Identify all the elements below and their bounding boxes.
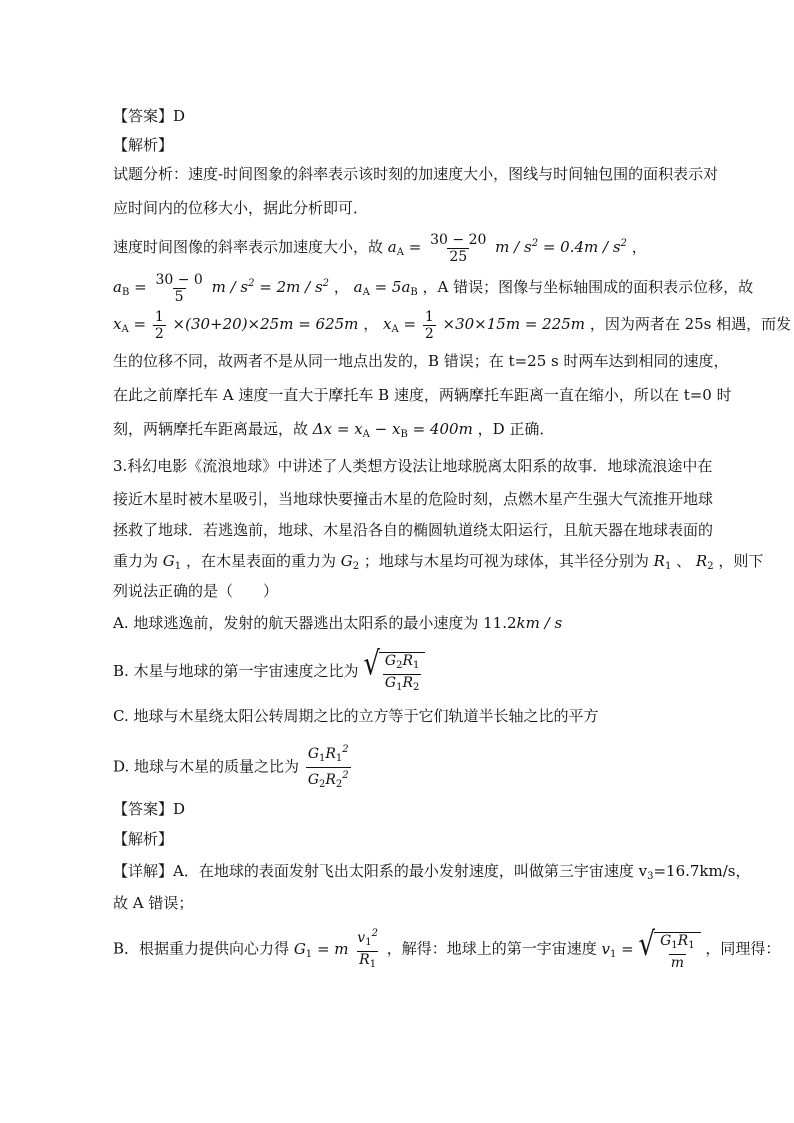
detail-line [113,926,780,977]
math-expression: ×30×15m = 225m [442,315,586,333]
option-a [113,612,562,634]
text-run: =16.7km/s， [653,862,751,880]
text-run: ， [631,238,647,256]
question-stem-line: 3.科幻电影《流浪地球》中讲述了人类想方设法让地球脱离太阳系的故事．地球流浪途中在 [113,457,713,475]
analysis-text-line: 在此之前摩托车 A 速度一直大于摩托车 B 速度，两辆摩托车距离一直在缩小，所以在 t=0 时 [113,386,732,404]
fraction: $\frac{v_1^2}{R_1}$ [355,926,380,973]
question-stem-line [113,550,763,578]
formula-line [113,226,647,271]
text-run: ，因为两者在 25s 相遇，而发 [589,315,792,333]
math-expression: $v_1$ = [601,939,634,960]
text-run: 重力为 [113,552,159,570]
fraction: $\frac{G_1R_1}{m}$ [660,933,695,971]
math-expression: ×(30+20)×25m = 625m [172,315,359,333]
square-root: √ $\frac{G_2R_1}{G_1R_2}$ [363,648,425,696]
fraction-denominator: 2 [424,325,434,342]
text-run: ，A 错误；图像与坐标轴围成的面积表示位移，故 [422,278,754,296]
math-var: $R_2$ [695,552,714,572]
fraction-denominator: 2 [154,325,164,342]
analysis-text-line: 应时间内的位移大小，据此分析即可． [113,199,369,217]
formula-line [113,266,753,311]
question-stem-line: 拯救了地球．若逃逸前，地球、木星沿各自的椭圆轨道绕太阳运行，且航天器在地球表面的 [113,521,714,539]
option-c: C. 地球与木星绕太阳公转周期之比的立方等于它们轨道半长轴之比的平方 [113,707,599,725]
math-var: $a_A$ [387,238,404,258]
text-run: 【详解】A．在地球的表面发射飞出太阳系的最小发射速度，叫做第三宇宙速度 v [113,862,648,880]
fraction [153,309,166,342]
fraction-numerator: 1 [424,308,434,325]
fraction [153,272,204,305]
math-unit: km / s [516,614,563,632]
fraction [423,309,436,342]
text-run: D. 地球与木星的质量之比为 [113,757,300,776]
text-run: B．根据重力提供向心力得 [113,939,290,958]
fraction: $\frac{G_2R_1}{G_1R_2}$ [383,653,421,696]
fraction-denominator: 5 [174,288,184,305]
math-op: = [133,315,147,333]
detail-line [113,860,751,888]
math-var: $R_1$ [653,552,672,572]
math-expression: $G_1 = m$ [293,939,349,960]
math-expression: $a_A = 5a_B$ [353,278,418,298]
option-b [113,645,425,696]
fraction-numerator: 30 − 20 [430,231,487,248]
text-run: ，D 正确． [477,420,555,438]
math-var: $G_1$ [162,552,182,572]
text-run: B. 木星与地球的第一宇宙速度之比为 [113,662,359,680]
text-run: 刻，两辆摩托车距离最远，故 [113,420,309,438]
fraction-denominator: 25 [449,248,468,265]
math-op: = [408,238,422,256]
detail-line: 故 A 错误； [113,894,194,912]
analysis-text-line: 试题分析：速度-时间图象的斜率表示该时刻的加速度大小，图线与时间轴包围的面积表示对 [113,165,719,183]
formula-line [113,306,791,348]
question-stem-line: 列说法正确的是（ ） [113,582,279,600]
square-root: √ $\frac{G_1R_1}{m}$ [639,928,701,971]
text-run: A. 地球逃逸前，发射的航天器逃出太阳系的最小速度为 11.2 [113,614,517,632]
math-op: = [134,278,147,296]
formula-line [113,418,554,446]
subscript: 3 [647,871,654,882]
math-unit: $m / s^2 = 2m / s^2$ [211,278,330,296]
text-run: 、 [676,552,692,570]
math-op: = [403,315,417,333]
text-run: ， [363,315,379,333]
text-run: ， [333,278,349,296]
math-var: $a_B$ [113,278,130,298]
question-stem-line: 接近木星时被木星吸引，当地球快要撞击木星的危险时刻，点燃木星产生强大气流推开地球 [113,490,714,508]
analysis-tag: 【解析】 [113,136,174,154]
analysis-text-line: 生的位移不同，故两者不是从同一地点出发的，B 错误；在 t=25 s 时两车达到相同的速度， [113,352,729,370]
option-d [113,742,353,793]
math-var: $G_2$ [340,552,360,572]
answer-tag: 【答案】D [113,800,186,818]
fraction: $\frac{G_1R_1^2}{G_2R_2^2}$ [306,742,351,793]
text-run: ，同理得： [705,939,781,958]
fraction-numerator: 30 − 0 [155,271,203,288]
text-run: ，则下 [718,552,764,570]
text-run: ；地球与木星均可视为球体，其半径分别为 [363,552,649,570]
text-run: ，在木星表面的重力为 [185,552,336,570]
math-var: $x_A$ [382,315,399,335]
text-run: 速度时间图像的斜率表示加速度大小，故 [113,238,384,256]
math-unit: $m / s^2 = 0.4m / s^2$ [495,238,627,256]
fraction [428,232,488,265]
math-expression: $\Delta x = x_A - x_B = 400m$ [312,420,473,440]
analysis-tag: 【解析】 [113,830,174,848]
math-var: $x_A$ [113,315,129,335]
answer-tag: 【答案】D [113,107,186,125]
text-run: ，解得：地球上的第一宇宙速度 [386,939,597,958]
fraction-numerator: 1 [154,308,164,325]
